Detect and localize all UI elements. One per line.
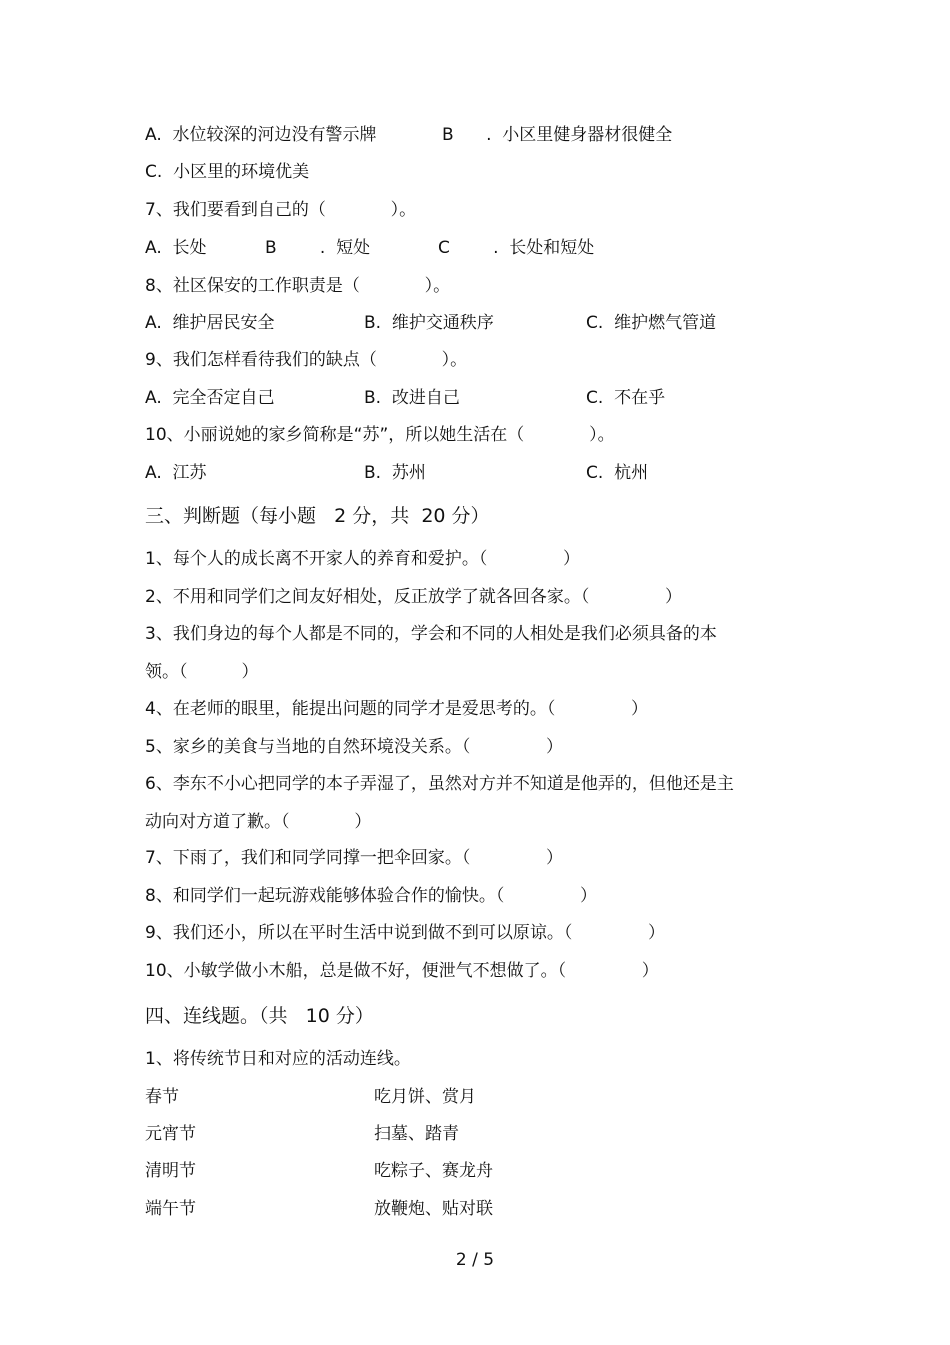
matching-instruction: 1、将传统节日和对应的活动连线。 bbox=[145, 1049, 411, 1069]
section4-title: 四、连线题。（共 10 分） bbox=[145, 1005, 374, 1027]
q10-option-c: C. 杭州 bbox=[586, 463, 649, 483]
q6-option-b: B . 小区里健身器材很健全 bbox=[442, 125, 673, 145]
q6-option-a: A. 水位较深的河边没有警示牌 bbox=[145, 125, 377, 145]
q8-stem: 8、社区保安的工作职责是（ ）。 bbox=[145, 276, 451, 296]
q7-stem: 7、我们要看到自己的（ ）。 bbox=[145, 200, 417, 220]
page-number: 2 / 5 bbox=[455, 1250, 495, 1270]
q7-option-b: B . 短处 bbox=[265, 238, 371, 258]
festival-item: 清明节 bbox=[145, 1161, 196, 1181]
judge-item: 2、不用和同学们之间友好相处，反正放学了就各回各家。（ ） bbox=[145, 587, 682, 607]
q6-option-c: C. 小区里的环境优美 bbox=[145, 162, 310, 182]
q10-stem: 10、小丽说她的家乡简称是“苏”，所以她生活在（ ）。 bbox=[145, 425, 615, 445]
section3-title: 三、判断题（每小题 2 分，共 20 分） bbox=[145, 505, 490, 527]
judge-item: 6、李东不小心把同学的本子弄湿了，虽然对方并不知道是他弄的，但他还是主 bbox=[145, 774, 734, 794]
festival-item: 春节 bbox=[145, 1087, 179, 1107]
judge-item-cont: 领。（ ） bbox=[145, 662, 259, 682]
judge-item: 9、我们还小，所以在平时生活中说到做不到可以原谅。（ ） bbox=[145, 923, 665, 943]
judge-item: 1、每个人的成长离不开家人的养育和爱护。（ ） bbox=[145, 549, 580, 569]
q8-option-b: B. 维护交通秩序 bbox=[364, 313, 494, 333]
judge-item: 5、家乡的美食与当地的自然环境没关系。（ ） bbox=[145, 737, 563, 757]
q9-option-a: A. 完全否定自己 bbox=[145, 388, 275, 408]
q7-option-c: C . 长处和短处 bbox=[438, 238, 595, 258]
activity-item: 吃月饼、赏月 bbox=[374, 1087, 476, 1107]
judge-item: 3、我们身边的每个人都是不同的，学会和不同的人相处是我们必须具备的本 bbox=[145, 624, 717, 644]
judge-item: 8、和同学们一起玩游戏能够体验合作的愉快。（ ） bbox=[145, 886, 597, 906]
q10-option-a: A. 江苏 bbox=[145, 463, 207, 483]
activity-item: 吃粽子、赛龙舟 bbox=[374, 1161, 493, 1181]
q8-option-c: C. 维护燃气管道 bbox=[586, 313, 717, 333]
judge-item-cont: 动向对方道了歉。（ ） bbox=[145, 812, 372, 832]
q9-option-b: B. 改进自己 bbox=[364, 388, 460, 408]
judge-item: 4、在老师的眼里，能提出问题的同学才是爱思考的。（ ） bbox=[145, 699, 648, 719]
q10-option-b: B. 苏州 bbox=[364, 463, 426, 483]
activity-item: 放鞭炮、贴对联 bbox=[374, 1199, 493, 1219]
q7-option-a: A. 长处 bbox=[145, 238, 207, 258]
festival-item: 元宵节 bbox=[145, 1124, 196, 1144]
q9-option-c: C. 不在乎 bbox=[586, 388, 666, 408]
judge-item: 7、下雨了，我们和同学同撑一把伞回家。（ ） bbox=[145, 848, 563, 868]
festival-item: 端午节 bbox=[145, 1199, 196, 1219]
q9-stem: 9、我们怎样看待我们的缺点（ ）。 bbox=[145, 350, 468, 370]
q8-option-a: A. 维护居民安全 bbox=[145, 313, 275, 333]
judge-item: 10、小敏学做小木船，总是做不好，便泄气不想做了。（ ） bbox=[145, 961, 659, 981]
activity-item: 扫墓、踏青 bbox=[374, 1124, 459, 1144]
